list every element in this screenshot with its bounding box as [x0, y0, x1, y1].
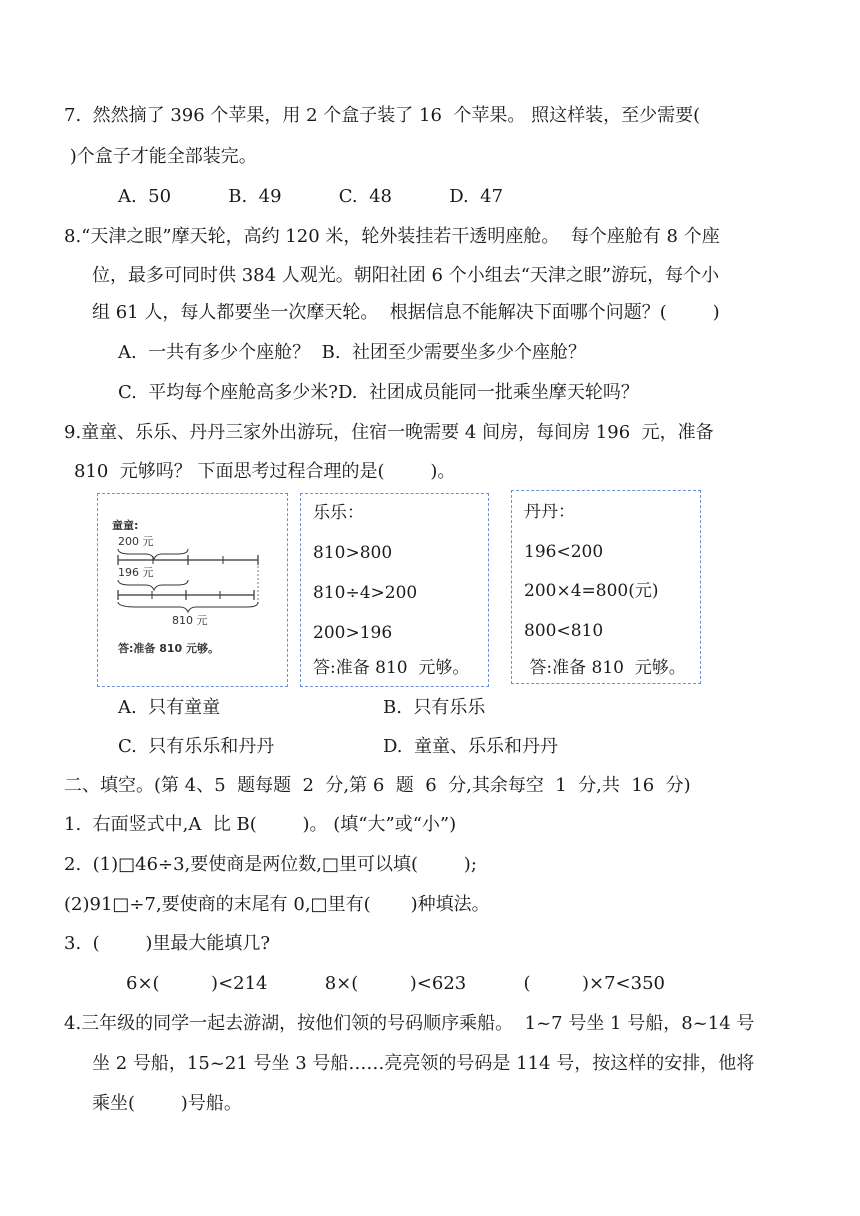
dandan-step: 800<810: [524, 621, 604, 641]
dandan-step: 196<200: [524, 542, 604, 562]
q9-option-c: C. 只有乐乐和丹丹: [118, 736, 275, 757]
fill-q3-items: 6×( )<214 8×( )<623 ( )×7<350: [126, 973, 665, 994]
brace-810: [118, 602, 258, 612]
dandan-answer: 答:准备 810 元够。: [524, 658, 686, 678]
lele-step: 810÷4>200: [313, 583, 418, 603]
q7-stem-line1: 7. 然然摘了 396 个苹果，用 2 个盒子装了 16 个苹果。 照这样装，至少需要(: [64, 105, 701, 126]
fill-q1: 1. 右面竖式中,A 比 B( )。 (填“大”或“小”): [64, 814, 457, 835]
dandan-step: 200×4=800(元): [524, 581, 659, 601]
label-810: 810 元: [172, 614, 208, 627]
fill-q2-part2: (2)91□÷7,要使商的末尾有 0,□里有( )种填法。: [64, 894, 490, 915]
lele-step: 810>800: [313, 543, 393, 563]
q9-option-b: B. 只有乐乐: [383, 697, 486, 718]
lele-answer: 答:准备 810 元够。: [313, 658, 470, 678]
q8-stem-line3: 组 61 人，每人都要坐一次摩天轮。 根据信息不能解决下面哪个问题？( ): [92, 302, 720, 323]
tongtong-box: [97, 493, 288, 687]
q9-stem-line1: 9.童童、乐乐、丹丹三家外出游玩，住宿一晚需要 4 间房，每间房 196 元，准备: [64, 422, 714, 443]
label-200: 200 元: [118, 535, 154, 548]
fill-q3: 3. ( )里最大能填几?: [64, 933, 271, 954]
fill-q2-part1: 2. (1)□46÷3,要使商是两位数,□里可以填( );: [64, 854, 477, 875]
fill-q4-line3: 乘坐( )号船。: [92, 1093, 242, 1114]
lele-box: [300, 493, 489, 687]
brace-196: [118, 580, 188, 590]
dandan-name: 丹丹：: [524, 502, 575, 522]
section2-heading: 二、填空。(第 4、5 题每题 2 分,第 6 题 6 分,其余每空 1 分,共 16 分): [64, 775, 691, 796]
label-196: 196 元: [118, 566, 154, 579]
lele-step: 200>196: [313, 623, 393, 643]
q8-options-cd: C. 平均每个座舱高多少米?D. 社团成员能同一批乘坐摩天轮吗？: [118, 382, 639, 403]
q8-stem-line2: 位，最多可同时供 384 人观光。朝阳社团 6 个小组去“天津之眼”游玩，每个小: [92, 265, 720, 286]
q9-stem-line2: 810 元够吗？ 下面思考过程合理的是( )。: [74, 461, 456, 482]
q9-option-a: A. 只有童童: [118, 697, 221, 718]
fill-q4-line1: 4.三年级的同学一起去游湖，按他们领的号码顺序乘船。 1~7 号坐 1 号船，8~14 号: [64, 1013, 755, 1034]
fill-q4-line2: 坐 2 号船，15~21 号坐 3 号船……亮亮领的号码是 114 号，按这样的安排，他将: [92, 1053, 755, 1074]
dandan-box: [511, 490, 701, 684]
tongtong-answer: 答:准备 810 元够。: [118, 642, 220, 655]
q8-stem-line1: 8.“天津之眼”摩天轮，高约 120 米，轮外装挂若干透明座舱。 每个座舱有 8 个座: [64, 226, 720, 247]
q9-option-d: D. 童童、乐乐和丹丹: [383, 736, 558, 757]
q8-options-ab: A. 一共有多少个座舱？ B. 社团至少需要坐多少个座舱？: [118, 342, 586, 363]
q7-options: A. 50 B. 49 C. 48 D. 47: [118, 186, 504, 207]
lele-name: 乐乐：: [313, 503, 364, 523]
tongtong-name: 童童:: [112, 519, 139, 532]
tongtong-bar-diagram: [98, 494, 286, 684]
q7-stem-line2: )个盒子才能全部装完。: [64, 146, 257, 167]
